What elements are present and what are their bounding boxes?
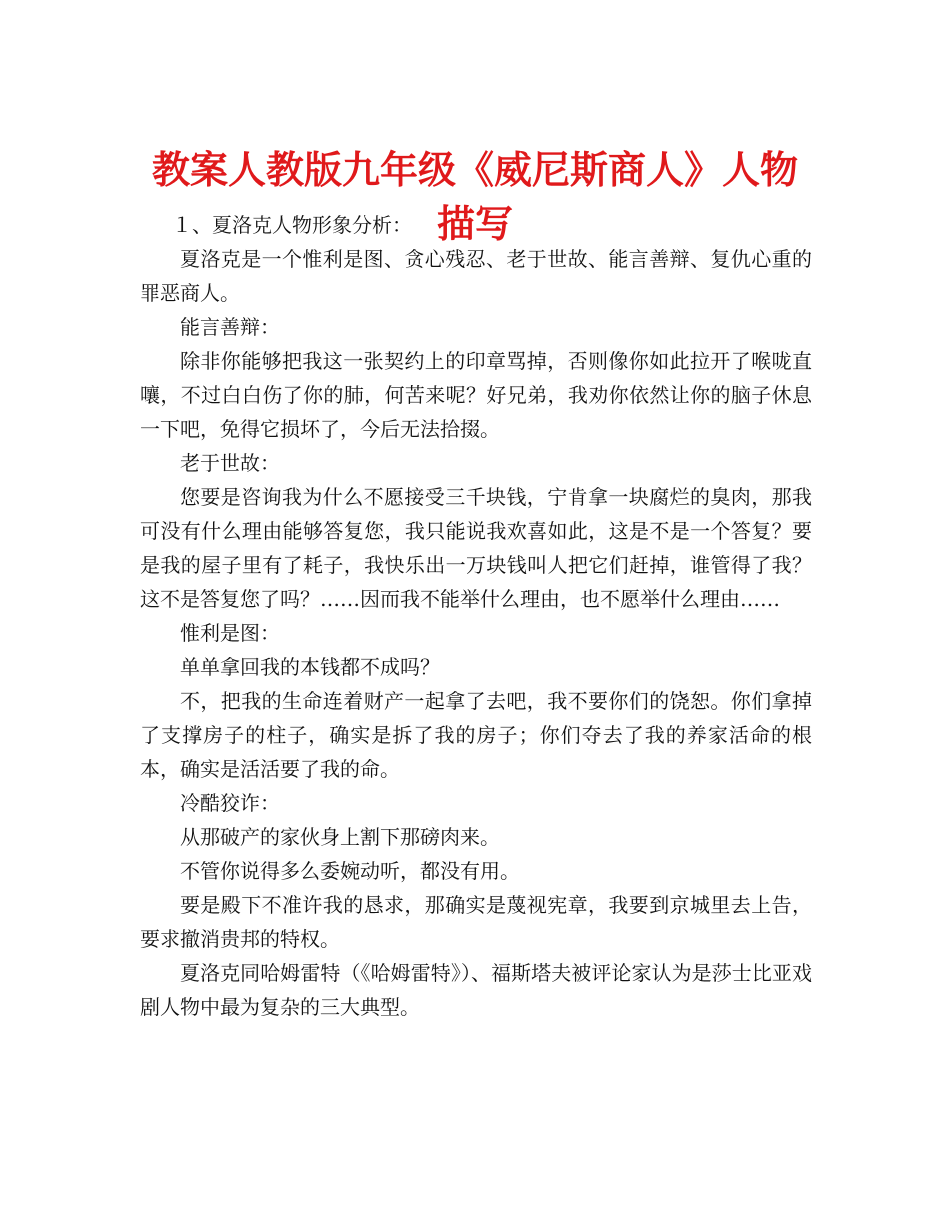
document-body — [140, 208, 812, 1024]
quote-paragraph: 您要是咨询我为什么不愿接受三千块钱，宁肯拿一块腐烂的臭肉，那我可没有什么理由能够答复您，我只能说我欢喜如此，这是不是一个答复？要是我的屋子里有了耗子，我快乐出一万块钱叫人把它们赶掉，谁管得了我？这不是答复您了吗？……因而我不能举什么理由，也不愿举什么理由…… — [140, 485, 812, 611]
body-paragraph: 夏洛克同哈姆雷特（《哈姆雷特》）、福斯塔夫被评论家认为是莎士比亚戏剧人物中最为复杂的三大典型。 — [140, 961, 812, 1019]
trait-heading: 老于世故： — [180, 451, 280, 475]
quote-paragraph: 不管你说得多么委婉动听，都没有用。 — [180, 859, 520, 883]
quote-paragraph: 除非你能够把我这一张契约上的印章骂掉，否则像你如此拉开了喉咙直嚷，不过白白伤了你的肺，何苦来呢？好兄弟，我劝你依然让你的脑子休息一下吧，免得它损坏了，今后无法拾掇。 — [140, 349, 812, 441]
body-paragraph: 夏洛克是一个惟利是图、贪心残忍、老于世故、能言善辩、复仇心重的罪恶商人。 — [140, 247, 812, 305]
quote-paragraph: 单单拿回我的本钱都不成吗？ — [180, 655, 440, 679]
quote-paragraph: 从那破产的家伙身上割下那磅肉来。 — [180, 825, 500, 849]
quote-paragraph: 不，把我的生命连着财产一起拿了去吧，我不要你们的饶恕。你们拿掉了支撑房子的柱子，确实是拆了我的房子；你们夺去了我的养家活命的根本，确实是活活要了我的命。 — [140, 689, 812, 781]
trait-heading: 冷酷狡诈： — [180, 791, 280, 815]
section-heading: １、夏洛克人物形象分析： — [172, 213, 412, 237]
trait-heading: 能言善辩： — [180, 315, 280, 339]
trait-heading: 惟利是图： — [180, 621, 280, 645]
quote-paragraph: 要是殿下不准许我的恳求，那确实是蔑视宪章，我要到京城里去上告，要求撤消贵邦的特权。 — [140, 893, 812, 951]
document-title: 教案人教版九年级《威尼斯商人》人物描写 — [151, 148, 798, 247]
